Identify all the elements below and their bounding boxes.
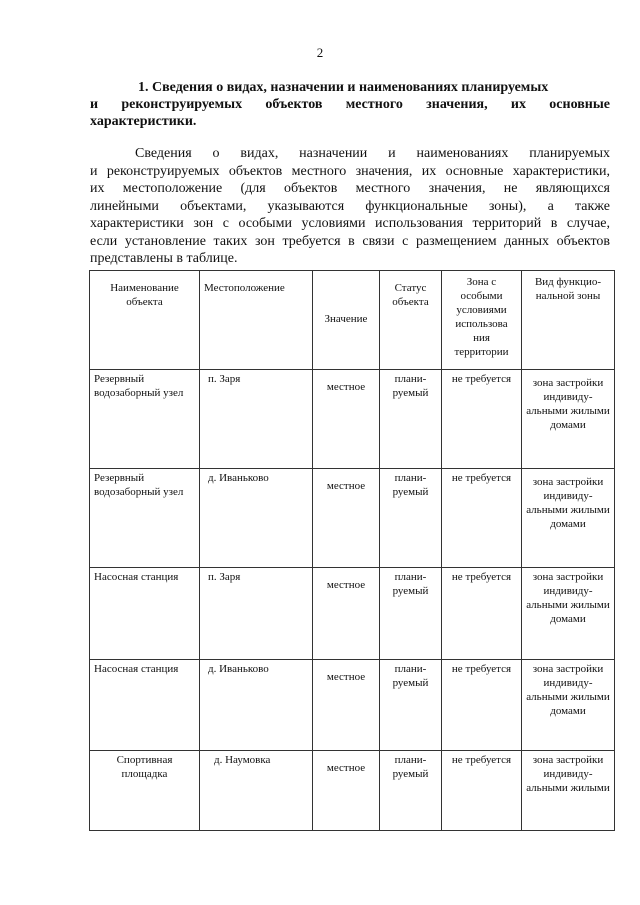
header-significance: Значение — [313, 271, 380, 370]
cell-significance: местное — [313, 469, 380, 568]
table-row — [90, 469, 615, 568]
cell-status: плани- руемый — [380, 751, 442, 831]
header-special-zone: Зона с особыми условиями использова ния территории — [442, 271, 522, 370]
heading-line: 1. Сведения о видах, назначении и наименованиях планируемых — [138, 80, 549, 95]
cell-object-name: Резервный водозаборный узел — [90, 370, 200, 469]
cell-functional-zone: зона застройки индивиду- альными жилыми домами — [522, 469, 615, 568]
table-row — [90, 659, 615, 751]
cell-status: плани- руемый — [380, 370, 442, 469]
header-object-name: Наименование объекта — [90, 271, 200, 370]
cell-location: д. Наумовка — [200, 751, 313, 831]
cell-functional-zone: зона застройки индивиду- альными жилыми домами — [522, 568, 615, 660]
cell-functional-zone: зона застройки индивиду- альными жилыми домами — [522, 659, 615, 751]
heading-line: характеристики. — [90, 114, 197, 129]
cell-status: плани- руемый — [380, 568, 442, 660]
cell-object-name: Спортивная площадка — [90, 751, 200, 831]
intro-line: их местоположение (для объектов местного значения, не являющихся — [90, 181, 610, 196]
intro-paragraph — [90, 145, 610, 268]
cell-location: д. Иваньково — [200, 659, 313, 751]
heading-line: и реконструируемых объектов местного значения, их основные — [90, 97, 610, 112]
cell-object-name: Насосная станция — [90, 568, 200, 660]
cell-status: плани- руемый — [380, 659, 442, 751]
intro-line: Сведения о видах, назначении и наименованиях планируемых — [135, 146, 610, 161]
intro-line: представлены в таблице. — [90, 251, 238, 266]
cell-special-zone: не требуется — [442, 568, 522, 660]
table-row — [90, 751, 615, 831]
header-functional-zone: Вид функцио- нальной зоны — [522, 271, 615, 370]
cell-status: плани- руемый — [380, 469, 442, 568]
cell-special-zone: не требуется — [442, 469, 522, 568]
header-status: Статус объекта — [380, 271, 442, 370]
cell-location: п. Заря — [200, 370, 313, 469]
objects-table — [89, 270, 615, 831]
table-header-row — [90, 271, 615, 370]
cell-object-name: Насосная станция — [90, 659, 200, 751]
cell-object-name: Резервный водозаборный узел — [90, 469, 200, 568]
cell-functional-zone: зона застройки индивиду- альными жилыми домами — [522, 370, 615, 469]
header-location: Местоположение — [200, 271, 313, 370]
cell-special-zone: не требуется — [442, 751, 522, 831]
cell-location: п. Заря — [200, 568, 313, 660]
cell-special-zone: не требуется — [442, 659, 522, 751]
cell-significance: местное — [313, 568, 380, 660]
page-number: 2 — [316, 45, 324, 60]
intro-line: если установление таких зон требуется в связи с размещением данных объектов — [90, 233, 610, 249]
intro-line: характеристики зон с особыми условиями использования территорий в случае, — [90, 216, 610, 231]
section-heading — [90, 79, 610, 130]
cell-functional-zone: зона застройки индивиду- альными жилыми — [522, 751, 615, 831]
table-row — [90, 370, 615, 469]
cell-significance: местное — [313, 751, 380, 831]
cell-significance: местное — [313, 370, 380, 469]
cell-significance: местное — [313, 659, 380, 751]
cell-special-zone: не требуется — [442, 370, 522, 469]
intro-line: линейными объектами, указываются функциональные зоны), а также — [90, 198, 610, 214]
intro-line: и реконструируемых объектов местного значения, их основные характеристики, — [90, 163, 610, 179]
cell-location: д. Иваньково — [200, 469, 313, 568]
table-row — [90, 568, 615, 660]
